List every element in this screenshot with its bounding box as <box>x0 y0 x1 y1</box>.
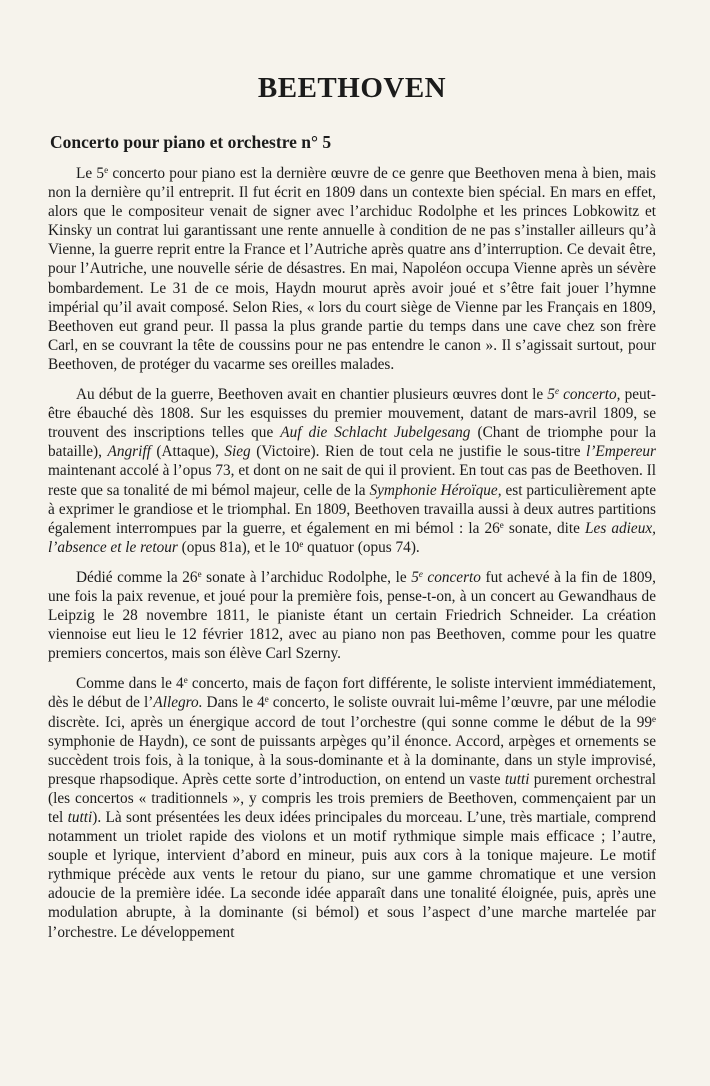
superscript: e <box>499 519 504 530</box>
text-run: purement orchestral (les concertos « traditionnels », y compris les trois premiers de Beethoven, commençaient par un tel <box>48 770 656 826</box>
italic-text: Auf die Schlacht Jubelgesang <box>280 424 471 442</box>
text-run: (Chant de triomphe pour la bataille), <box>48 424 656 461</box>
italic-text: Allegro. <box>153 694 203 712</box>
italic-text: Angriff <box>107 443 151 461</box>
text-run: concerto, le soliste ouvrait lui-même l’œuvre, par une mélodie discrète. Ici, après un énergique accord de tout l’orchestre (qui sonne comme le début de la 99 <box>48 694 656 731</box>
text-run: est particulièrement apte à exprimer le grandiose et le triomphal. En 1809, Beethoven travailla aussi à deux autres partitions également interrompues par la guerre, et également en mi bémol : la 26 <box>48 481 656 537</box>
paragraph <box>48 568 656 663</box>
superscript: e <box>197 568 202 579</box>
text-run: peut-être ébauché dès 1808. Sur les esquisses du premier mouvement, datant de mars-avril 1809, se trouvent des inscriptions telles que <box>48 386 657 442</box>
italic-text: tutti <box>67 809 93 826</box>
italic-text: Symphonie Héroïque, <box>369 481 502 499</box>
body-text <box>48 164 656 942</box>
text-run: ). Là sont présentées les deux idées principales du morceau. L’une, très martiale, comprend notamment un triolet rapide des violons et un motif rythmique simple mais efficace ; l’autre, souple et lyrique, intervient d’abord en mineur, puis aux cors à la tonique majeure. Le motif rythmique précède aux vents le retour du piano, sur une gamme chromatique et une version adoucie de la première idée. La seconde idée apparaît dans une tonalité éloignée, puis, après une modulation abrupte, à la dominante (si bémol) et sous l’aspect d’une marche martelée par l’orchestre. Le développement <box>48 809 656 941</box>
italic-text: tutti <box>504 770 530 788</box>
text-run: Dans le 4 <box>202 694 265 712</box>
text-run: maintenant accolé à l’opus 73, et dont on ne sait de qui il provient. En tout cas pas de Beethoven. Il reste que sa tonalité de mi bémol majeur, celle de la <box>48 462 656 499</box>
superscript: e <box>652 713 656 724</box>
text-run: sonate, dite <box>503 519 586 537</box>
italic-text: concerto, <box>558 386 621 404</box>
paragraph <box>48 385 656 557</box>
text-run: symphonie de Haydn), ce sont de puissants arpèges qu’il énonce. Accord, arpèges et ornements se succèdent trois fois, à la tonique, à la sous-dominante et à la dominante, dans un style improvisé, presque rhapsodique. Après cette sorte d’introduction, on entend un vaste <box>48 732 656 788</box>
italic-text: 5 <box>547 386 555 404</box>
italic-text: Sieg <box>224 443 251 461</box>
italic-text: l’Empereur <box>586 443 656 461</box>
paragraph <box>48 674 656 941</box>
superscript: e <box>418 568 423 579</box>
text-run: concerto pour piano est la dernière œuvre de ce genre que Beethoven mena à bien, mais non la dernière qu’il entreprit. Il fut écrit en 1809 dans un contexte bien spécial. En mars en effet, alors que le compositeur venait de signer avec l’archiduc Rodolphe et les princes Lobkowitz et Kinsky un contrat lui garantissant une rente annuelle à condition de ne pas s’installer ailleurs qu’à Vienne, la guerre reprit entre la France et l’Autriche après quatre ans d’interruption. Ce devait être, pour l’Autriche, une nouvelle série de désastres. En mai, Napoléon occupa Vienne après un sévère bombardement. Le 31 de ce mois, Haydn mourut après avoir joué et s’être fait jouer l’hymne impérial qu’il avait composé. Selon Ries, « lors du court siège de Vienne par les Français en 1809, Beethoven eut grand peur. Il passa la plus grande partie du temps dans une cave chez son frère Carl, en se couvrant la tête de coussins pour ne pas entendre le canon ». Il s’agissait surtout, pour Beethoven, de protéger du vacarme ses oreilles malades. <box>48 165 656 373</box>
document-page <box>48 72 656 953</box>
text-run: (Attaque), <box>150 443 225 461</box>
text-run: Comme dans le 4 <box>76 675 184 693</box>
text-run: concerto, mais de façon fort différente, le soliste intervient immédiatement, dès le début de l’ <box>48 675 656 712</box>
superscript: e <box>299 538 304 549</box>
text-run: Le 5 <box>76 165 105 182</box>
text-run: fut achevé à la fin de 1809, une fois la paix revenue, et joué pour la première fois, pense-t-on, à un concert au Gewandhaus de Leipzig le 28 novembre 1811, le pianiste étant un certain Friedrich Schneider. La création viennoise eut lieu le 12 février 1812, avec au piano non pas Beethoven, comme pour les quatre premiers concertos, mais son élève Carl Szerny. <box>48 568 657 663</box>
italic-text: concerto <box>422 568 481 586</box>
section-heading: Concerto pour piano et orchestre n° 5 <box>50 132 332 152</box>
text-run: Dédié comme la 26 <box>76 568 198 586</box>
superscript: e <box>104 165 109 175</box>
text-run: (opus 81a), et le 10 <box>177 538 300 556</box>
italic-text: Les adieux, l’absence et le retour <box>48 519 656 556</box>
text-run: (Victoire). Rien de tout cela ne justifie le sous-titre <box>250 443 587 461</box>
italic-text: 5 <box>411 568 419 586</box>
superscript: e <box>183 675 188 686</box>
paragraph <box>48 164 656 374</box>
superscript: e <box>264 694 269 705</box>
text-run: Au début de la guerre, Beethoven avait en chantier plusieurs œuvres dont le <box>76 386 548 404</box>
text-run: quatuor (opus 74). <box>303 538 420 556</box>
superscript: e <box>554 386 559 397</box>
page-title: BEETHOVEN <box>257 72 447 104</box>
text-run: sonate à l’archiduc Rodolphe, le <box>201 568 412 586</box>
